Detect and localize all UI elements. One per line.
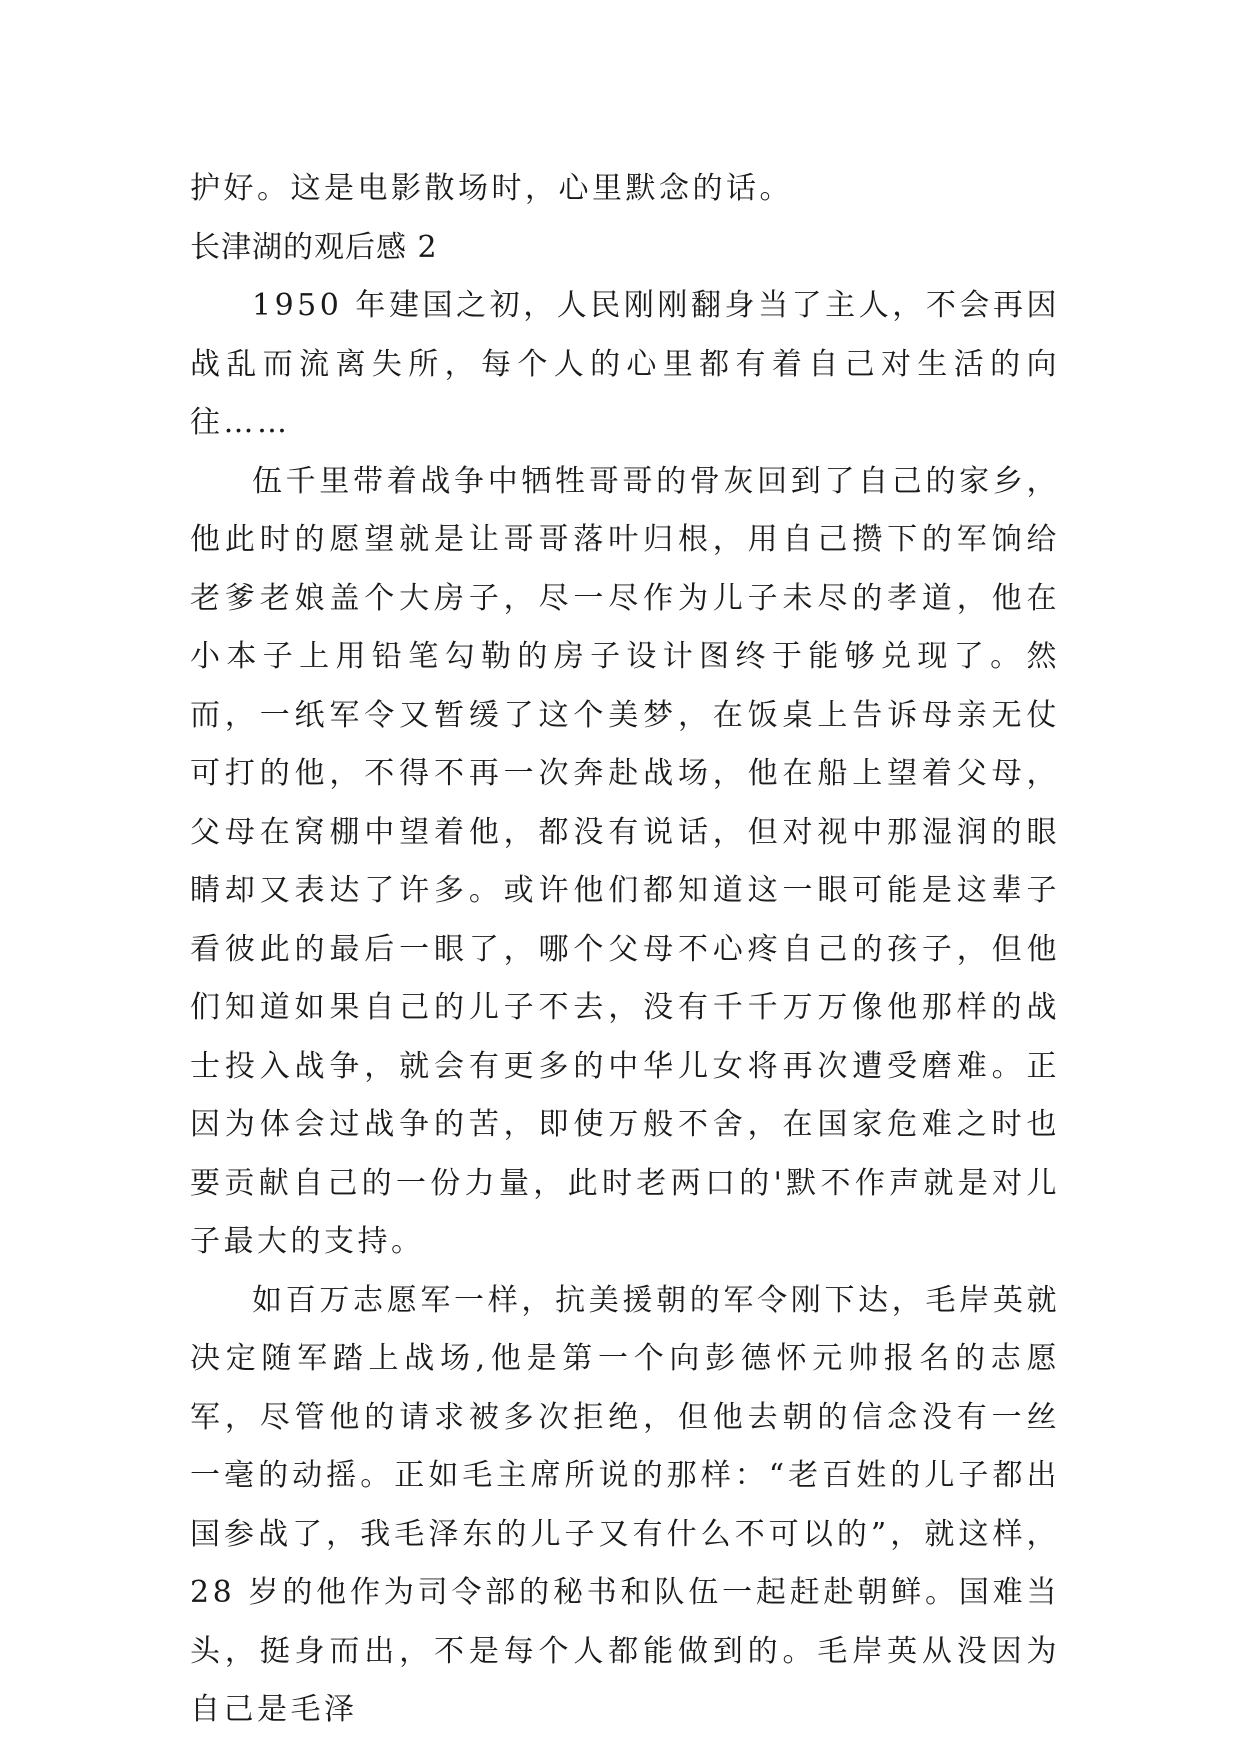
paragraph-2: 伍千里带着战争中牺牲哥哥的骨灰回到了自己的家乡，他此时的愿望就是让哥哥落叶归根，用自己攒下的军饷给老爹老娘盖个大房子，尽一尽作为儿子未尽的孝道，他在小本子上用铅笔勾勒的房子设计图终于能够兑现了。然而，一纸军令又暂缓了这个美梦，在饭桌上告诉母亲无仗可打的他，不得不再一次奔赴战场，他在船上望着父母，父母在窝棚中望着他，都没有说话，但对视中那湿润的眼睛却又表达了许多。或许他们都知道这一眼可能是这辈子看彼此的最后一眼了，哪个父母不心疼自己的孩子，但他们知道如果自己的儿子不去，没有千千万万像他那样的战士投入战争，就会有更多的中华儿女将再次遭受磨难。正因为体会过战争的苦，即使万般不舍，在国家危难之时也要贡献自己的一份力量，此时老两口的'默不作声就是对儿子最大的支持。: [190, 463, 1060, 1259]
section-title: 长津湖的观后感 2: [190, 229, 438, 265]
document-body: [190, 160, 1060, 1740]
lead-line: 护好。这是电影散场时，心里默念的话。: [190, 171, 793, 206]
paragraph-1: 1950 年建国之初，人民刚刚翻身当了主人，不会再因战乱而流离失所，每个人的心里都有着自己对生活的向往……: [190, 288, 1060, 440]
paragraph-3: 如百万志愿军一样，抗美援朝的军令刚下达，毛岸英就决定随军踏上战场,他是第一个向彭德怀元帅报名的志愿军，尽管他的请求被多次拒绝，但他去朝的信念没有一丝一毫的动摇。正如毛主席所说的那样：“老百姓的儿子都出国参战了，我毛泽东的儿子又有什么不可以的”，就这样，28 岁的他作为司令部的秘书和队伍一起赶赴朝鲜。国难当头，挺身而出，不是每个人都能做到的。毛岸英从没因为自己是毛泽: [190, 1282, 1060, 1727]
